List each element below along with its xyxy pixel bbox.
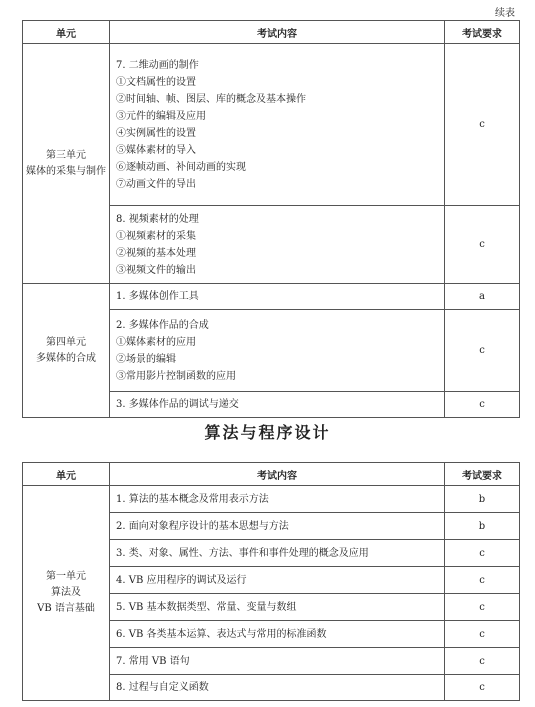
table-row xyxy=(23,284,520,310)
content-item-title: 3. 多媒体作品的调试与递交 xyxy=(116,399,239,410)
content-subitem: ③元件的编辑及应用 xyxy=(116,110,206,122)
content-subitem: ⑤媒体素材的导入 xyxy=(116,144,196,156)
content-subitem: ②场景的编辑 xyxy=(116,353,176,365)
requirement-cell: c xyxy=(445,44,520,206)
content-cell xyxy=(110,44,445,206)
unit-cell xyxy=(23,486,110,701)
header-requirement: 考试要求 xyxy=(445,463,520,486)
content-cell xyxy=(110,594,445,621)
content-cell xyxy=(110,648,445,675)
content-item-title: 2. 多媒体作品的合成 xyxy=(116,319,209,331)
content-subitem: ①视频素材的采集 xyxy=(116,230,196,242)
content-item-title: 1. 算法的基本概念及常用表示方法 xyxy=(116,493,269,505)
requirement-cell: b xyxy=(445,486,520,513)
table-row xyxy=(23,44,520,206)
table-body xyxy=(23,44,520,418)
content-item-title: 8. 视频素材的处理 xyxy=(116,213,199,225)
content-cell xyxy=(110,621,445,648)
unit-cell xyxy=(23,44,110,284)
content-cell xyxy=(110,513,445,540)
content-cell xyxy=(110,310,445,392)
content-cell xyxy=(110,567,445,594)
content-subitem: ⑥逐帧动画、补间动画的实现 xyxy=(116,161,246,173)
content-item-title: 7. 常用 VB 语句 xyxy=(116,655,190,667)
content-item-title: 7. 二维动画的制作 xyxy=(116,59,199,71)
requirement-cell: c xyxy=(445,567,520,594)
unit-name-line: 第三单元 xyxy=(46,149,86,161)
requirement-cell: a xyxy=(445,284,520,310)
requirement-cell: c xyxy=(445,621,520,648)
content-item-title: 4. VB 应用程序的调试及运行 xyxy=(116,574,247,586)
unit-cell xyxy=(23,284,110,418)
requirement-cell: c xyxy=(445,648,520,675)
unit-name-line: 第四单元 xyxy=(46,336,86,348)
content-subitem: ①媒体素材的应用 xyxy=(116,336,196,348)
requirement-cell: c xyxy=(445,392,520,418)
content-item-title: 6. VB 各类基本运算、表达式与常用的标准函数 xyxy=(116,628,327,640)
content-cell xyxy=(110,392,445,418)
content-subitem: ⑦动画文件的导出 xyxy=(116,178,196,190)
content-cell xyxy=(110,540,445,567)
exam-table-algorithm xyxy=(22,462,520,701)
table-row xyxy=(23,486,520,513)
content-cell xyxy=(110,206,445,284)
content-subitem: ②视频的基本处理 xyxy=(116,247,196,259)
content-item-title: 2. 面向对象程序设计的基本思想与方法 xyxy=(116,520,289,532)
content-cell xyxy=(110,486,445,513)
requirement-cell: b xyxy=(445,513,520,540)
content-subitem: ②时间轴、帧、图层、库的概念及基本操作 xyxy=(116,93,306,105)
header-unit: 单元 xyxy=(23,21,110,44)
continued-label: 续表 xyxy=(495,8,515,19)
unit-name-line: 媒体的采集与制作 xyxy=(26,165,106,177)
requirement-cell: c xyxy=(445,540,520,567)
content-subitem: ③常用影片控制函数的应用 xyxy=(116,370,236,382)
header-content: 考试内容 xyxy=(110,21,445,44)
content-item-title: 8. 过程与自定义函数 xyxy=(116,682,209,693)
table-header-row xyxy=(23,21,520,44)
table-body xyxy=(23,486,520,701)
section-title: 算法与程序设计 xyxy=(204,423,331,442)
content-subitem: ④实例属性的设置 xyxy=(116,127,196,139)
requirement-cell: c xyxy=(445,594,520,621)
requirement-cell: c xyxy=(445,675,520,701)
content-subitem: ①文档属性的设置 xyxy=(116,76,196,88)
header-requirement: 考试要求 xyxy=(445,21,520,44)
content-item-title: 1. 多媒体创作工具 xyxy=(116,291,199,302)
content-item-title: 3. 类、对象、属性、方法、事件和事件处理的概念及应用 xyxy=(116,547,369,559)
unit-name-line: 多媒体的合成 xyxy=(36,352,96,364)
unit-name-line: VB 语言基础 xyxy=(37,603,95,614)
content-subitem: ③视频文件的输出 xyxy=(116,264,196,276)
content-item-title: 5. VB 基本数据类型、常量、变量与数组 xyxy=(116,601,297,613)
unit-name-line: 第一单元 xyxy=(46,571,86,582)
table-header-row xyxy=(23,463,520,486)
content-cell xyxy=(110,675,445,701)
requirement-cell: c xyxy=(445,206,520,284)
unit-name-line: 算法及 xyxy=(51,587,81,598)
exam-table-media xyxy=(22,20,520,418)
header-unit: 单元 xyxy=(23,463,110,486)
requirement-cell: c xyxy=(445,310,520,392)
content-cell xyxy=(110,284,445,310)
header-content: 考试内容 xyxy=(110,463,445,486)
